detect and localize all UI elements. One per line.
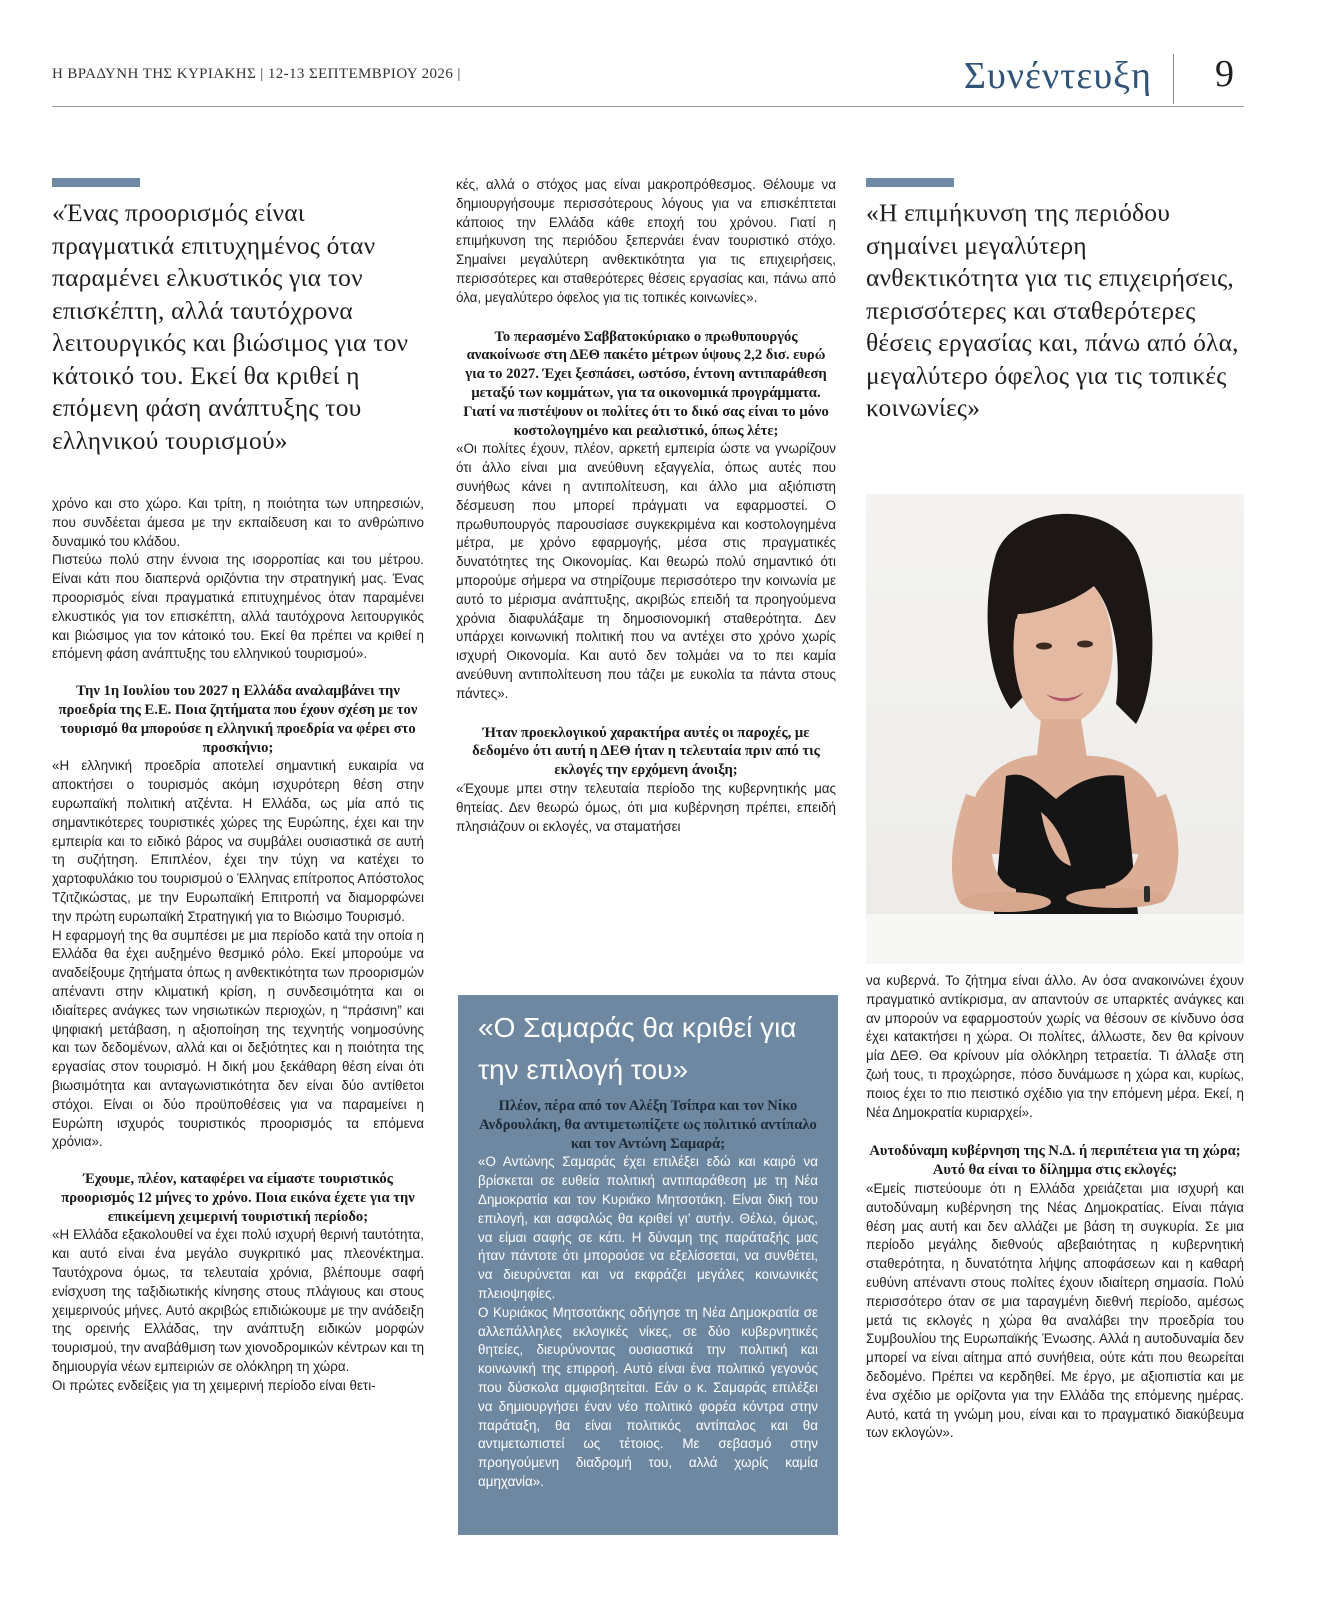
accent-bar (52, 178, 140, 187)
interview-question: Έχουμε, πλέον, καταφέρει να είμαστε τουριστικός προορισμός 12 μήνες το χρόνο. Ποια εικόνα έχετε για την επικείμενη χειμερινή τουριστική περίοδο; (61, 1171, 415, 1225)
paragraph: Πιστεύω πολύ στην έννοια της ισορροπίας και του μέτρου. Είναι κάτι που διαπερνά οριζόντια την στρατηγική μας. Ένας προορισμός είναι πραγματικά επιτυχημένος όταν παραμένει ελκυστικός για τον επισκέπτη, αλλά ταυτόχρονα λειτουργικός και βιώσιμος για τον κάτοικό του. Εκεί θα πρέπει να κριθεί η επόμενη φάση ανάπτυξης του ελληνικού τουρισμού». (52, 552, 424, 662)
header-divider (1173, 54, 1174, 104)
portrait-photo (866, 494, 1244, 964)
paragraph: χρόνο και στο χώρο. Και τρίτη, η ποιότητα των υπηρεσιών, που συνδέεται άμεσα με την εκπαίδευση και το ανθρώπινο δυναμικό του κλάδου. (52, 496, 424, 549)
interview-answer: «Η ελληνική προεδρία αποτελεί σημαντική ευκαιρία να αποκτήσει ο τουρισμός ακόμη ισχυρότερη θέση στην ευρωπαϊκή πολιτική ατζέντα. Η Ελλάδα, ως μία από τις σημαντικότερες τουριστικές χώρες της Ευρώπης, έχει και την εμπειρία και το ειδικό βάρος να συμβάλει ουσιαστικά σε αυτή τη συζήτηση. Επιπλέον, έχει την τύχη να κατέχει το χαρτοφυλάκιο του τουρισμού ο Έλληνας επίτροπος Απόστολος Τζιτζικώστας, με την Ευρωπαϊκή Επιτροπή να διαμορφώνει την πρώτη ευρωπαϊκή Στρατηγική για το Βιώσιμο Τουρισμό. (52, 758, 424, 924)
accent-bar (866, 178, 954, 187)
masthead: Η ΒΡΑΔΥΝΗ ΤΗΣ ΚΥΡΙΑΚΗΣ | 12-13 ΣΕΠΤΕΜΒΡΙΟΥ 2026 | (52, 66, 461, 82)
sidebar-box (458, 995, 838, 1535)
column-1-pullquote (52, 178, 424, 457)
page-number: 9 (1215, 53, 1234, 95)
interview-question: Πλέον, πέρα από τον Αλέξη Τσίπρα και τον Νίκο Ανδρουλάκη, θα αντιμετωπίζετε ως πολιτικό αντίπαλο και τον Αντώνη Σαμαρά; (479, 1098, 817, 1152)
column-3-text (866, 972, 1244, 1443)
paragraph: Ο Κυριάκος Μητσοτάκης οδήγησε τη Νέα Δημοκρατία σε αλλεπάλληλες εκλογικές νίκες, σε δύο κυβερνητικές θητείες, διευρύνοντας ουσιαστικά την πολιτική και κοινωνική της επιρροή. Αυτό είναι ένα πολιτικό γεγονός που δύσκολα αμφισβητείται. Εάν ο κ. Σαμαράς επιλέξει να δημιουργήσει έναν νέο πολιτικό φορέα κόντρα στην παράταξη, θα είναι πολιτικός αντίπαλος και θα αντιμετωπιστεί ως τέτοιος. Με σεβασμό στην προηγούμενη διαδρομή του, αλλά χωρίς καμία αμηχανία». (478, 1304, 818, 1489)
box-title: «Ο Σαμαράς θα κριθεί για την επιλογή του» (478, 1012, 797, 1085)
interview-answer: «Εμείς πιστεύουμε ότι η Ελλάδα χρειάζεται μια ισχυρή και αυτοδύναμη κυβέρνηση της Νέας Δημοκρατίας. Είναι πάγια θέση μας αυτή και δεν αλλάζει με βάση τη συγκυρία. Σε μια περίοδο μεγάλης διεθνούς αβεβαιότητας η κυβερνητική σταθερότητα, η δυνατότητα λήψης αποφάσεων και η καθαρή ευθύνη απέναντι στους πολίτες έχουν ιδιαίτερη σημασία. Πολύ περισσότερο όταν σε μια ταραγμένη διεθνή περίοδο, αμέσως μετά τις εκλογές η χώρα θα αναλάβει την προεδρία του Συμβουλίου της Ευρωπαϊκής Ένωσης. Αλλά η αυτοδυναμία δεν μπορεί να είναι αίτημα από συνήθεια, ούτε κάτι που θεωρείται δεδομένο. Πρέπει να κερδηθεί. Με έργο, με αξιοπιστία και με ένα σχέδιο με ορίζοντα για την Ελλάδα της επόμενης ημέρας. Αυτό, κατά τη γνώμη μου, είναι και το πραγματικό διακύβευμα των εκλογών». (866, 1180, 1244, 1441)
column-2-text (456, 176, 836, 836)
interview-answer: «Ο Αντώνης Σαμαράς έχει επιλέξει εδώ και καιρό να βρίσκεται σε ευθεία πολιτική αντιπαράθεση με τη Νέα Δημοκρατία και τον Κυριάκο Μητσοτάκη. Είναι δική του επιλογή, και ασφαλώς θα κριθεί γι’ αυτήν. Θέλω, όμως, να είμαι σαφής σε κάτι. Η δύναμη της παράταξής μας ήταν πάντοτε ότι μπορούσε να εξελίσσεται, να συνθέτει, να διευρύνεται και να εκφράζει μεγάλες κοινωνικές πλειοψηφίες. (478, 1154, 818, 1301)
interview-answer: «Η Ελλάδα εξακολουθεί να έχει πολύ ισχυρή θερινή ταυτότητα, και αυτό είναι ένα μεγάλο συγκριτικό μας πλεονέκτημα. Ταυτόχρονα όμως, τα τελευταία χρόνια, βλέπουμε σαφή ενίσχυση της ταξιδιωτικής κίνησης στους πλάγιους και στους χειμερινούς μήνες. Αυτό ακριβώς επιδιώκουμε με την ανάδειξη της ορεινής Ελλάδας, την ανάπτυξη ειδικών μορφών τουρισμού, την αναβάθμιση των χιονοδρομικών κέντρων και τη δημιουργία νέων εμπειριών σε ολόκληρη τη χώρα. (52, 1227, 425, 1375)
column-3-pullquote (866, 178, 1244, 425)
paragraph: να κυβερνά. Το ζήτημα είναι άλλο. Αν όσα ανακοινώνει έχουν πραγματικό αντίκρισμα, αν απαντούν σε υπαρκτές ανάγκες και αν μπορούν να εφαρμοστούν χωρίς να θέσουν σε κίνδυνο όσα έχει κατακτήσει η χώρα. Οι πολίτες, άλλωστε, δεν θα κρίνουν μία ΔΕΘ. Θα κρίνουν μία ολόκληρη τετραετία. Τι άλλαξε στη ζωή τους, τι προχώρησε, πόσο δυνάμωσε η χώρα και, κυρίως, ποιος έχει το πιο πειστικό σχέδιο για την επόμενη μέρα. Εκεί, η Νέα Δημοκρατία κυριαρχεί». (866, 973, 1244, 1120)
paragraph: Οι πρώτες ενδείξεις για τη χειμερινή περίοδο είναι θετι- (52, 1377, 376, 1393)
interview-answer: «Έχουμε μπει στην τελευταία περίοδο της κυβερνητικής μας θητείας. Δεν θεωρώ όμως, ότι μια κυβέρνηση πρέπει, επειδή πλησιάζουν οι εκλογές, να σταματήσει (456, 780, 836, 834)
column-1-text (52, 495, 424, 1396)
interview-question: Το περασμένο Σαββατοκύριακο ο πρωθυπουργός ανακοίνωσε στη ΔΕΘ πακέτο μέτρων ύψους 2,2 δισ. ευρώ για το 2027. Έχει ξεσπάσει, ωστόσο, έντονη αντιπαράθεση μεταξύ των κομμάτων, για τα οικονομικά προγράμματα. Γιατί να πιστέψουν οι πολίτες ότι το δικό σας είναι το μόνο κοστολογημένο και ρεαλιστικό, όπως λέτε; (463, 328, 829, 439)
header-rule (52, 106, 1244, 107)
interview-question: Αυτοδύναμη κυβέρνηση της Ν.Δ. ή περιπέτεια για τη χώρα; Αυτό θα είναι το δίλημμα στις εκλογές; (869, 1143, 1241, 1179)
interview-question: Την 1η Ιουλίου του 2027 η Ελλάδα αναλαμβάνει την προεδρία της Ε.Ε. Ποια ζητήματα που έχουν σχέση με τον τουρισμό θα μπορούσε η ελληνική προεδρία να φέρει στο προσκήνιο; (58, 683, 418, 756)
interview-question: Ήταν προεκλογικού χαρακτήρα αυτές οι παροχές, με δεδομένο ότι αυτή η ΔΕΘ ήταν η τελευταία πριν από τις εκλογές την ερχόμενη άνοιξη; (472, 724, 820, 779)
paragraph: κές, αλλά ο στόχος μας είναι μακροπρόθεσμος. Θέλουμε να δημιουργήσουμε περισσότερους λόγους για να επισκέπτεται κάποιος την Ελλάδα κάθε εποχή του χρόνου. Γιατί η επιμήκυνση της περιόδου ξεπερνάει έναν τουριστικό στόχο. Σημαίνει μεγαλύτερη ανθεκτικότητα για τις επιχειρήσεις, περισσότερες και σταθερότερες θέσεις εργασίας και, πάνω από όλα, μεγαλύτερο όφελος για τις τοπικές κοινωνίες». (456, 177, 836, 305)
page-header (52, 50, 1244, 106)
paragraph: Η εφαρμογή της θα συμπέσει με μια περίοδο κατά την οποία η Ελλάδα θα έχει αυξημένο θεσμικό ρόλο. Εκεί μπορούμε να αναδείξουμε ζητήματα όπως η ανθεκτικότητα των προορισμών απέναντι στην κλιματική κρίση, η συνδεσιμότητα και οι ιδιαίτερες ανάγκες των νησιωτικών περιοχών, η “πράσινη” και ψηφιακή μετάβαση, η αξιοποίηση της τεχνητής νοημοσύνης και των δεδομένων, αλλά και οι δεξιότητες και η ποιότητα της εργασίας στον τουρισμό. Η δική μου ξεκάθαρη θέση είναι ότι βιωσιμότητα και ανταγωνιστικότητα δεν είναι δύο αντίθετοι στόχοι. Είναι οι δύο προϋποθέσεις για να παραμείνει η Ευρώπη ισχυρός τουριστικός προορισμός τα επόμενα χρόνια». (52, 927, 424, 1150)
section-title: Συνέντευξη (963, 55, 1152, 97)
pull-quote: «Ένας προορισμός είναι πραγματικά επιτυχημένος όταν παραμένει ελκυστικός για τον επισκέπτη, αλλά ταυτόχρονα λειτουργικός και βιώσιμος για τον κάτοικό του. Εκεί θα κριθεί η επόμενη φάση ανάπτυξης του ελληνικού τουρισμού» (52, 198, 409, 455)
pull-quote: «Η επιμήκυνση της περιόδου σημαίνει μεγαλύτερη ανθεκτικότητα για τις επιχειρήσεις, περισσότερες και σταθερότερες θέσεις εργασίας και, πάνω από όλα, μεγαλύτερο όφελος για τις τοπικές κοινωνίες» (866, 198, 1239, 422)
interview-answer: «Οι πολίτες έχουν, πλέον, αρκετή εμπειρία ώστε να γνωρίζουν ότι άλλο είναι μια ανεύθυνη εξαγγελία, όπως αυτές που συνήθως κάνει η αντιπολίτευση, και άλλο μια αξιόπιστη δέσμευση που μπορεί πράγματι να εφαρμοστεί. Ο πρωθυπουργός παρουσίασε συγκεκριμένα και κοστολογημένα μέτρα, με χρόνο εφαρμογής, μέσα στις πραγματικές δυνατότητες της Οικονομίας. Και θεωρώ πολύ σημαντικό ότι μπορούμε σήμερα να στηρίζουμε περισσότερο την κοινωνία με αυτό το μέρισμα ανάπτυξης, ακριβώς επειδή τα προηγούμενα χρόνια διαφυλάξαμε τη δημοσιονομική σταθερότητα. Δεν υπάρχει κοινωνική πολιτική που να αντέχει στο χρόνο χωρίς ισχυρή Οικονομία. Και αυτό δεν τολμάει να το πει καμία ανεύθυνη αντιπολίτευση που τάζει με ευκολία τα πάντα στους πάντες». (456, 441, 836, 701)
